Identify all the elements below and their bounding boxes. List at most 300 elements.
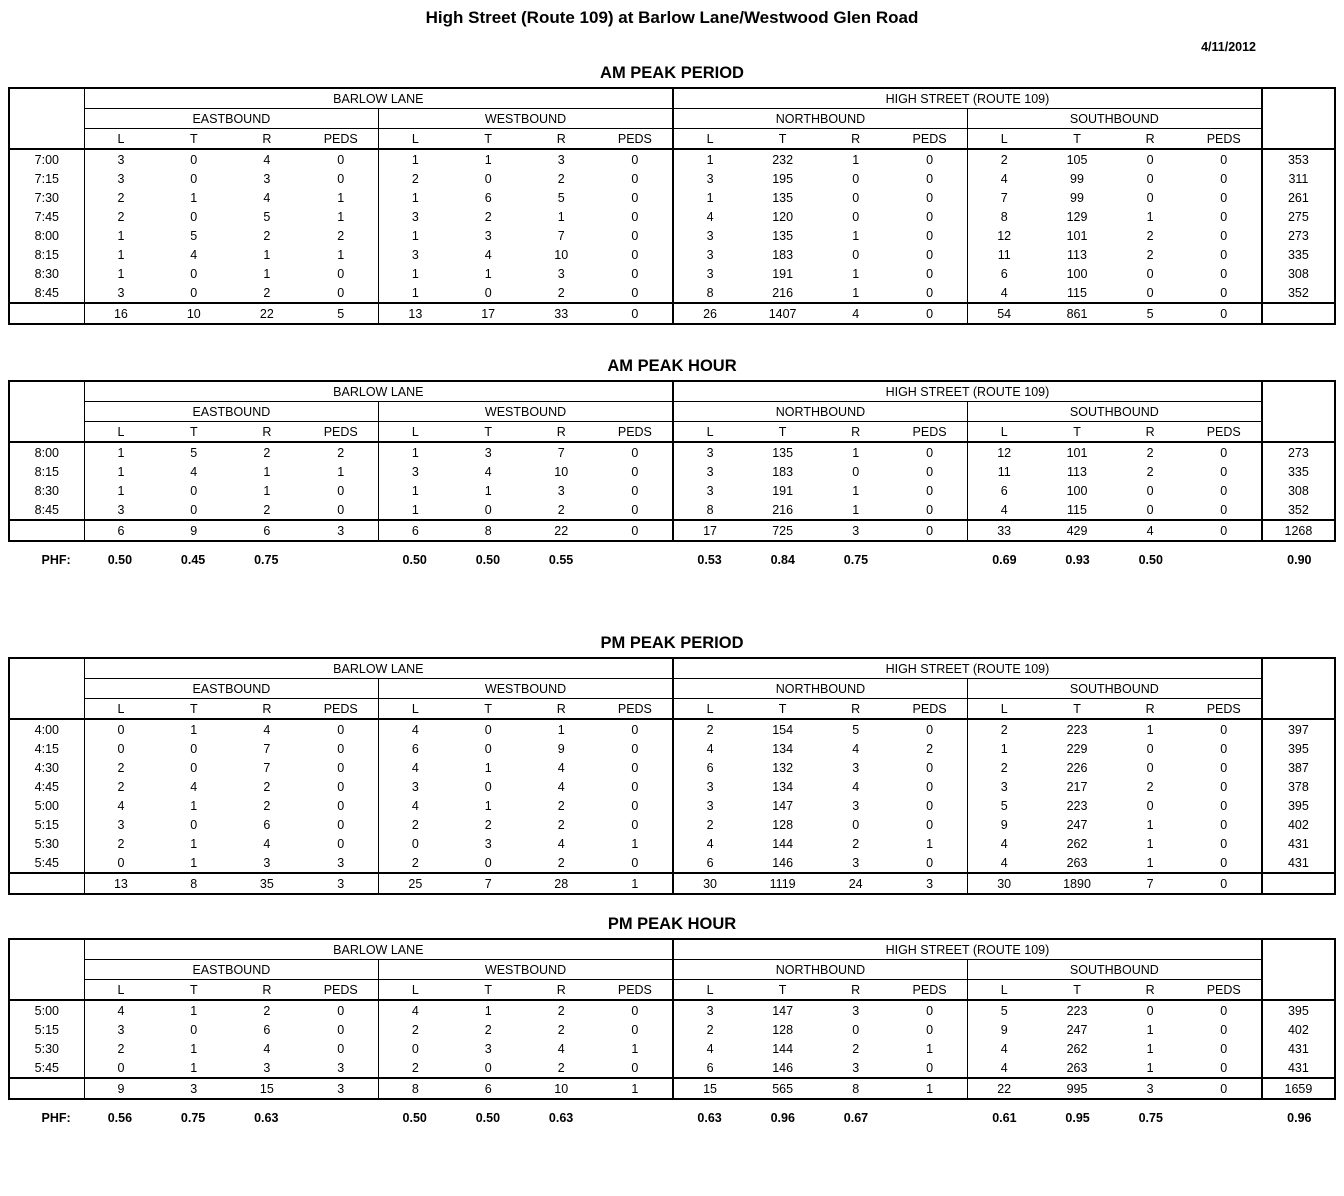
row-time-label: 4:45	[9, 777, 84, 796]
count-cell: 8	[706, 502, 714, 517]
totals-cell: 35	[230, 873, 303, 894]
totals-cell: 0	[1187, 520, 1262, 541]
count-cell: 1	[411, 483, 419, 498]
section-spacer	[0, 325, 1344, 347]
count-cell: 4	[706, 741, 714, 756]
dir-header-westbound: WESTBOUND	[379, 960, 673, 980]
col-header-through-1: T	[452, 699, 525, 720]
count-cell: 1	[303, 245, 378, 264]
count-cell: 4	[1000, 855, 1008, 870]
dir-header-eastbound: EASTBOUND	[84, 109, 378, 129]
count-cell: 6	[1000, 483, 1008, 498]
table-row	[9, 442, 1335, 462]
count-cell: 0	[1187, 834, 1262, 853]
totals-cell: 3	[303, 1078, 378, 1099]
row-time-label: 8:15	[9, 245, 84, 264]
count-cell: 2	[557, 171, 565, 186]
page-title: High Street (Route 109) at Barlow Lane/Westwood Glen Road	[425, 8, 919, 27]
count-cell: 1	[190, 1060, 198, 1075]
totals-row-label	[9, 1078, 84, 1099]
col-header-peds-2: PEDS	[892, 980, 967, 1001]
count-cell: 1	[263, 266, 271, 281]
dir-header-southbound: SOUTHBOUND	[967, 109, 1261, 129]
dir-header-northbound: NORTHBOUND	[673, 960, 967, 980]
col-header-left-3: L	[967, 699, 1040, 720]
count-cell: 2	[303, 442, 378, 462]
count-cell: 0	[598, 481, 673, 500]
count-cell: 0	[303, 149, 378, 169]
count-cell: 4	[706, 836, 714, 851]
count-cell: 247	[1066, 817, 1088, 832]
totals-cell: 8	[452, 520, 525, 541]
count-cell: 0	[598, 462, 673, 481]
row-total: 431	[1287, 1041, 1309, 1056]
count-cell: 0	[892, 758, 967, 777]
row-total: 431	[1287, 1060, 1309, 1075]
totals-cell: 3	[303, 873, 378, 894]
totals-cell: 15	[673, 1078, 746, 1099]
count-cell: 1	[411, 285, 419, 300]
count-cell: 2	[557, 855, 565, 870]
dir-header-southbound: SOUTHBOUND	[967, 679, 1261, 699]
count-cell: 135	[772, 190, 794, 205]
count-cell: 1	[484, 798, 492, 813]
section-am-peak-period	[0, 64, 1344, 347]
totals-cell: 6	[379, 520, 452, 541]
counts-table	[8, 938, 1336, 1100]
count-cell: 195	[772, 171, 794, 186]
count-cell: 0	[117, 741, 125, 756]
col-header-left-0: L	[84, 422, 157, 443]
count-cell: 1	[1146, 836, 1154, 851]
phf-cell	[303, 1100, 378, 1136]
phf-cell: 0.50	[475, 553, 501, 567]
group-header-high-street: HIGH STREET (ROUTE 109)	[673, 658, 1262, 679]
col-header-through-3: T	[1040, 422, 1113, 443]
totals-cell: 0	[892, 303, 967, 324]
count-cell: 2	[1000, 722, 1008, 737]
count-cell: 1	[852, 228, 860, 243]
count-cell: 0	[190, 209, 198, 224]
count-cell: 115	[1067, 285, 1087, 300]
dir-header-southbound: SOUTHBOUND	[967, 402, 1261, 422]
col-header-right-0: R	[230, 699, 303, 720]
phf-values-row	[8, 1100, 1336, 1136]
count-cell: 4	[263, 152, 271, 167]
count-cell: 0	[190, 171, 198, 186]
sections-container	[0, 64, 1344, 1146]
row-time-label: 5:45	[9, 853, 84, 873]
totals-cell: 22	[525, 520, 598, 541]
count-cell: 6	[484, 190, 492, 205]
count-cell: 0	[598, 226, 673, 245]
count-cell: 128	[772, 817, 794, 832]
count-cell: 134	[772, 779, 794, 794]
count-cell: 2	[852, 1041, 860, 1056]
count-cell: 0	[484, 171, 492, 186]
totals-cell: 1890	[1040, 873, 1113, 894]
col-header-peds-2: PEDS	[892, 699, 967, 720]
totals-cell: 3	[892, 873, 967, 894]
totals-cell: 0	[598, 520, 673, 541]
section-title: PM PEAK PERIOD	[600, 634, 744, 652]
count-cell: 0	[484, 502, 492, 517]
col-header-through-2: T	[746, 980, 819, 1001]
count-cell: 1	[263, 483, 271, 498]
count-cell: 0	[117, 855, 125, 870]
counts-table	[8, 380, 1336, 542]
count-cell: 147	[772, 1003, 794, 1018]
dir-header-westbound: WESTBOUND	[379, 402, 673, 422]
table-row	[9, 481, 1335, 500]
count-cell: 0	[190, 483, 198, 498]
table-row	[9, 1020, 1335, 1039]
totals-cell: 0	[1187, 1078, 1262, 1099]
count-cell: 1	[411, 152, 419, 167]
count-cell: 1	[411, 445, 419, 460]
count-cell: 6	[706, 1060, 714, 1075]
col-header-through-0: T	[157, 980, 230, 1001]
count-cell: 0	[1146, 1003, 1154, 1018]
count-cell: 0	[411, 1041, 419, 1056]
totals-cell: 995	[1040, 1078, 1113, 1099]
count-cell: 1	[303, 462, 378, 481]
count-cell: 1	[484, 152, 492, 167]
row-time-label: 8:00	[9, 226, 84, 245]
phf-label: PHF:	[41, 1111, 71, 1125]
count-cell: 0	[411, 836, 419, 851]
count-cell: 146	[772, 1060, 794, 1075]
count-cell: 2	[1146, 228, 1154, 243]
count-cell: 4	[263, 190, 271, 205]
count-cell: 0	[1187, 245, 1262, 264]
count-cell: 101	[1066, 445, 1088, 460]
count-cell: 4	[557, 760, 565, 775]
count-cell: 0	[484, 285, 492, 300]
col-header-through-0: T	[157, 129, 230, 150]
count-cell: 0	[1187, 758, 1262, 777]
row-time-label: 5:30	[9, 834, 84, 853]
count-cell: 3	[484, 836, 492, 851]
count-cell: 0	[1187, 1020, 1262, 1039]
dir-header-northbound: NORTHBOUND	[673, 402, 967, 422]
count-cell: 223	[1066, 722, 1088, 737]
count-cell: 2	[484, 1022, 492, 1037]
count-cell: 2	[557, 502, 565, 517]
row-time-label: 7:15	[9, 169, 84, 188]
col-header-right-3: R	[1114, 699, 1187, 720]
count-cell: 3	[852, 798, 860, 813]
count-cell: 5	[190, 445, 198, 460]
count-cell: 6	[411, 741, 419, 756]
table-header-row-directions	[9, 402, 1335, 422]
phf-cell	[1187, 1100, 1262, 1136]
count-cell: 0	[303, 777, 378, 796]
phf-cell: 0.75	[254, 553, 279, 567]
count-cell: 0	[1146, 171, 1154, 186]
count-cell: 12	[997, 228, 1012, 243]
totals-cell: 8	[157, 873, 230, 894]
dir-header-southbound: SOUTHBOUND	[967, 960, 1261, 980]
totals-cell: 16	[84, 303, 157, 324]
count-cell: 1	[1146, 1041, 1154, 1056]
table-row	[9, 739, 1335, 758]
section-pm-peak-period	[0, 634, 1344, 905]
count-cell: 0	[484, 855, 492, 870]
count-cell: 2	[1146, 779, 1154, 794]
row-time-label: 7:30	[9, 188, 84, 207]
count-cell: 3	[852, 855, 860, 870]
totals-cell: 54	[967, 303, 1040, 324]
totals-cell: 861	[1040, 303, 1113, 324]
count-cell: 1	[484, 760, 492, 775]
dir-header-northbound: NORTHBOUND	[673, 109, 967, 129]
phf-cell: 0.50	[107, 553, 133, 567]
count-cell: 4	[263, 1041, 271, 1056]
count-cell: 3	[411, 209, 419, 224]
totals-cell: 1407	[746, 303, 819, 324]
count-cell: 0	[190, 760, 198, 775]
count-cell: 0	[892, 853, 967, 873]
count-cell: 4	[1000, 836, 1008, 851]
grand-total: 1268	[1262, 520, 1335, 541]
count-cell: 12	[997, 445, 1012, 460]
col-header-right-1: R	[525, 422, 598, 443]
phf-cell: 0.96	[770, 1111, 795, 1125]
header-total-spacer	[1262, 88, 1335, 149]
col-header-peds-0: PEDS	[303, 422, 378, 443]
count-cell: 0	[892, 1058, 967, 1078]
count-cell: 0	[1187, 796, 1262, 815]
count-cell: 0	[1187, 777, 1262, 796]
col-header-peds-0: PEDS	[303, 980, 378, 1001]
row-total: 308	[1287, 483, 1309, 498]
count-cell: 3	[263, 855, 271, 870]
totals-cell: 13	[379, 303, 452, 324]
count-cell: 113	[1067, 247, 1087, 262]
count-cell: 0	[303, 1020, 378, 1039]
col-header-peds-3: PEDS	[1187, 980, 1262, 1001]
count-cell: 3	[117, 285, 125, 300]
phf-cell: 0.63	[254, 1111, 279, 1125]
count-cell: 3	[484, 1041, 492, 1056]
count-cell: 247	[1066, 1022, 1088, 1037]
count-cell: 0	[852, 247, 860, 262]
count-cell: 115	[1067, 502, 1087, 517]
count-cell: 223	[1066, 1003, 1088, 1018]
count-cell: 4	[557, 836, 565, 851]
count-cell: 9	[1000, 1022, 1008, 1037]
count-cell: 1	[411, 266, 419, 281]
col-header-left-2: L	[673, 980, 746, 1001]
count-cell: 1	[190, 190, 198, 205]
totals-cell: 3	[157, 1078, 230, 1099]
phf-cell: 0.53	[697, 553, 722, 567]
count-cell: 3	[117, 502, 125, 517]
count-cell: 0	[852, 171, 860, 186]
count-cell: 0	[852, 1022, 860, 1037]
count-cell: 0	[1146, 760, 1154, 775]
count-cell: 1	[1146, 1060, 1154, 1075]
count-cell: 3	[852, 760, 860, 775]
count-cell: 0	[1187, 442, 1262, 462]
count-cell: 1	[484, 266, 492, 281]
table-header-row-streets	[9, 381, 1335, 402]
phf-cell: 0.45	[180, 553, 206, 567]
count-cell: 10	[554, 247, 569, 262]
col-header-right-3: R	[1114, 422, 1187, 443]
count-cell: 113	[1067, 464, 1087, 479]
phf-cell: 0.84	[770, 553, 795, 567]
totals-cell: 5	[1114, 303, 1187, 324]
section-title: PM PEAK HOUR	[607, 915, 737, 933]
count-cell: 1	[1000, 741, 1008, 756]
count-cell: 132	[772, 760, 794, 775]
count-cell: 0	[303, 264, 378, 283]
count-cell: 3	[557, 152, 565, 167]
count-cell: 0	[598, 777, 673, 796]
table-header-row-directions	[9, 960, 1335, 980]
count-cell: 0	[892, 777, 967, 796]
totals-cell: 3	[303, 520, 378, 541]
count-cell: 1	[852, 285, 860, 300]
count-cell: 5	[190, 228, 198, 243]
count-cell: 2	[706, 1022, 714, 1037]
col-header-left-1: L	[379, 422, 452, 443]
totals-cell: 1	[892, 1078, 967, 1099]
count-cell: 2	[117, 1041, 125, 1056]
totals-cell: 8	[819, 1078, 892, 1099]
col-header-right-2: R	[819, 422, 892, 443]
count-cell: 0	[598, 283, 673, 303]
count-cell: 0	[598, 1000, 673, 1020]
count-cell: 2	[706, 817, 714, 832]
col-header-left-3: L	[967, 980, 1040, 1001]
count-cell: 1	[484, 483, 492, 498]
count-cell: 1	[1146, 817, 1154, 832]
count-cell: 3	[263, 171, 271, 186]
phf-cell: 0.75	[1138, 1111, 1163, 1125]
phf-cell: 0.50	[475, 1111, 501, 1125]
count-cell: 0	[598, 500, 673, 520]
count-cell: 0	[303, 1000, 378, 1020]
header-spacer	[9, 658, 84, 719]
count-cell: 4	[1000, 171, 1008, 186]
count-cell: 0	[303, 834, 378, 853]
group-header-high-street: HIGH STREET (ROUTE 109)	[673, 381, 1262, 402]
col-header-peds-1: PEDS	[598, 129, 673, 150]
count-cell: 99	[1070, 171, 1084, 186]
count-cell: 1	[190, 836, 198, 851]
table-totals-row	[9, 303, 1335, 324]
totals-cell: 7	[1114, 873, 1187, 894]
col-header-left-3: L	[967, 422, 1040, 443]
count-cell: 0	[892, 149, 967, 169]
count-cell: 0	[1146, 483, 1154, 498]
totals-cell: 0	[1187, 873, 1262, 894]
count-cell: 0	[598, 739, 673, 758]
grand-total	[1262, 873, 1335, 894]
count-cell: 2	[263, 228, 271, 243]
phf-values-row	[8, 542, 1336, 578]
col-header-left-0: L	[84, 980, 157, 1001]
count-cell: 1	[117, 266, 125, 281]
count-cell: 223	[1066, 798, 1088, 813]
phf-cell: 0.55	[548, 553, 574, 567]
count-cell: 0	[598, 149, 673, 169]
count-cell: 0	[1187, 264, 1262, 283]
dir-header-northbound: NORTHBOUND	[673, 679, 967, 699]
count-cell: 2	[263, 1003, 271, 1018]
count-cell: 1	[303, 188, 378, 207]
count-cell: 1	[892, 834, 967, 853]
count-cell: 5	[1000, 798, 1008, 813]
count-cell: 1	[411, 502, 419, 517]
totals-cell: 1119	[746, 873, 819, 894]
count-cell: 0	[1146, 741, 1154, 756]
totals-cell: 26	[673, 303, 746, 324]
count-cell: 1	[1146, 1022, 1154, 1037]
table-row	[9, 226, 1335, 245]
count-cell: 4	[411, 760, 419, 775]
phf-cell: 0.56	[107, 1111, 133, 1125]
col-header-right-1: R	[525, 699, 598, 720]
count-cell: 0	[598, 1020, 673, 1039]
table-header-row-movements	[9, 129, 1335, 150]
count-cell: 0	[1187, 149, 1262, 169]
table-totals-row	[9, 1078, 1335, 1099]
table-header-row-streets	[9, 658, 1335, 679]
col-header-peds-2: PEDS	[892, 129, 967, 150]
totals-cell: 7	[452, 873, 525, 894]
table-header-row-directions	[9, 109, 1335, 129]
phf-cell: 0.50	[402, 1111, 427, 1125]
count-cell: 1	[1146, 209, 1154, 224]
counts-table	[8, 657, 1336, 895]
row-total: 387	[1287, 760, 1309, 775]
col-header-left-3: L	[967, 129, 1040, 150]
totals-cell: 15	[230, 1078, 303, 1099]
count-cell: 120	[772, 209, 794, 224]
count-cell: 0	[1187, 739, 1262, 758]
row-total: 335	[1287, 247, 1309, 262]
totals-row-label	[9, 520, 84, 541]
count-cell: 3	[484, 445, 492, 460]
count-cell: 191	[772, 483, 794, 498]
count-cell: 3	[706, 445, 714, 460]
row-total: 275	[1287, 209, 1309, 224]
count-cell: 1	[117, 228, 125, 243]
count-cell: 0	[892, 283, 967, 303]
count-cell: 0	[598, 1058, 673, 1078]
table-totals-row	[9, 520, 1335, 541]
count-cell: 0	[303, 169, 378, 188]
count-cell: 1	[190, 798, 198, 813]
count-cell: 0	[852, 209, 860, 224]
col-header-peds-1: PEDS	[598, 422, 673, 443]
col-header-through-3: T	[1040, 699, 1113, 720]
count-cell: 105	[1066, 152, 1088, 167]
count-cell: 3	[706, 266, 714, 281]
count-cell: 2	[263, 285, 271, 300]
count-cell: 0	[598, 169, 673, 188]
count-cell: 0	[303, 815, 378, 834]
count-cell: 2	[263, 779, 271, 794]
count-cell: 4	[411, 722, 419, 737]
count-cell: 3	[852, 1003, 860, 1018]
count-cell: 0	[598, 815, 673, 834]
count-cell: 0	[1146, 190, 1154, 205]
